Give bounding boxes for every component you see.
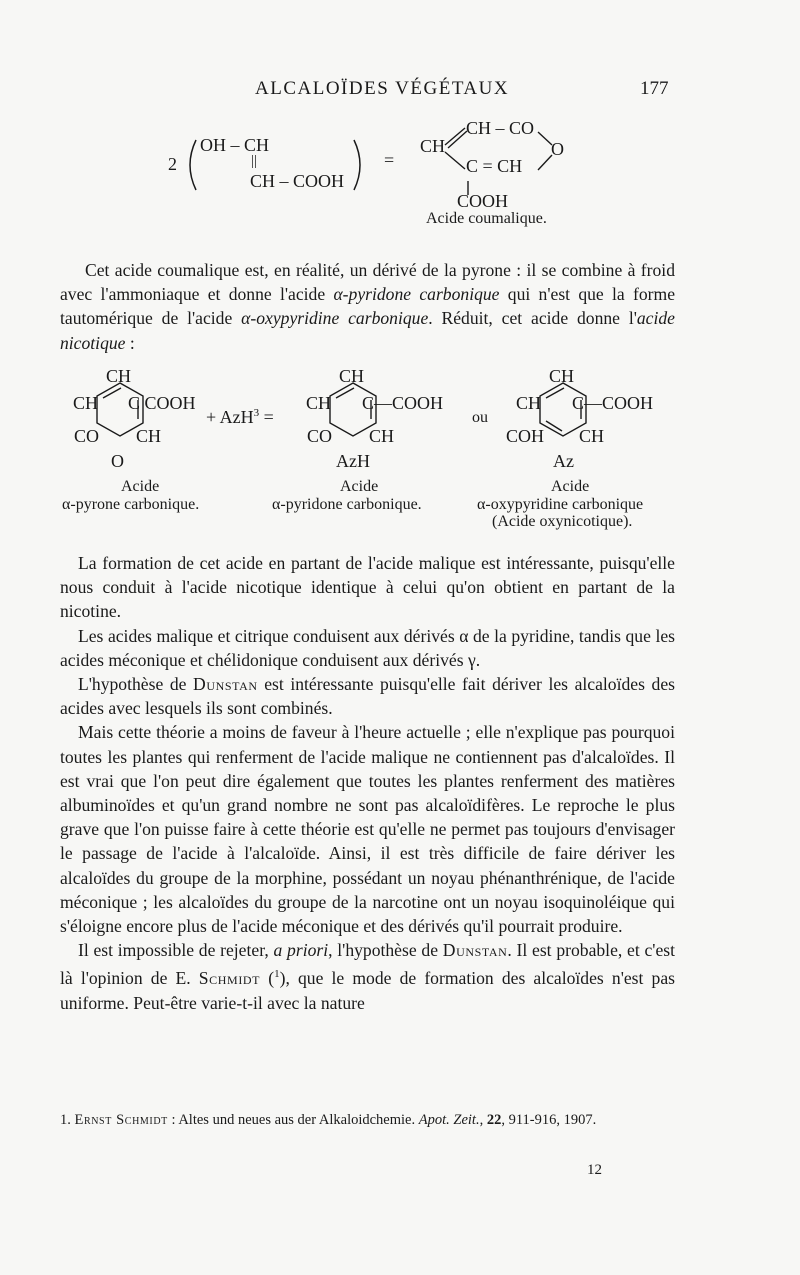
eq1-equals: = (384, 150, 395, 170)
footnote-journal: Apot. Zeit. (418, 1112, 480, 1128)
eq1-right-top: CH – CO (466, 118, 535, 138)
term-oxypyridine-carbonique: α-oxypyridine carbonique (241, 308, 429, 329)
reagent-ammonia: + AzH$^3$ = (206, 407, 274, 427)
footnote-reference: 1 (274, 968, 280, 981)
caption-2-line-2: α-pyridone carbonique. (272, 496, 422, 513)
author-name: Schmidt (198, 968, 261, 989)
connector-ou: ou (472, 409, 488, 426)
ring2-bottom: AzH (336, 451, 370, 471)
ring3-left-bottom: COH (506, 426, 545, 446)
ring2-right-bottom: CH (369, 426, 395, 446)
term-acide-nicotique: acide nicotique (60, 308, 675, 353)
ring1-bottom: O (111, 451, 124, 471)
ring3-top: CH (549, 366, 575, 386)
ring3-right-bottom: CH (579, 426, 605, 446)
eq1-left-top: OH – CH (200, 135, 270, 155)
caption-1-line-1: Acide (121, 478, 160, 495)
ring3-right-top: C—COOH (572, 393, 654, 413)
caption-1-line-2: α-pyrone carbonique. (62, 496, 200, 513)
paragraph-2: La formation de cet acide en partant de l'acide malique est intéressante, puisqu'elle nous conduit à l'acide nicotique identique à celui qu'on obtient en partant de la nicotine. (60, 553, 675, 622)
author-name: Dunstan (442, 940, 508, 961)
caption-2-line-1: Acide (340, 478, 379, 495)
eq1-left-bottom: CH – COOH (250, 171, 345, 191)
footnote-volume: 22 (486, 1112, 502, 1128)
ring1-right-top: C COOH (128, 393, 196, 413)
eq1-coefficient: 2 (168, 154, 177, 174)
eq1-right-ch: CH (420, 136, 446, 156)
eq1-left-bond: || (251, 153, 258, 169)
ring2-left-bottom: CO (307, 426, 333, 446)
eq1-right-bottom: COOH (457, 191, 509, 211)
paragraph-5: Mais cette théorie a moins de faveur à l'heure actuelle ; elle n'explique pas pourquoi toutes les plantes qui renferment de l'acide malique ne contiennent pas d'alcaloïdes. Il est vrai que l'on peut dire également que toutes les plantes renferment des matières albuminoïdes et qu'un grand nombre ne sont pas alcaloïdifères. Le reproche le plus grave que l'on puisse faire à cette théorie est qu'elle ne permet pas toujours d'envisager le passage de l'acide à l'alcaloïde. Ainsi, il est très difficile de faire dériver les alcaloïdes du groupe de la morphine, possédant un noyau phénanthrénique, de l'acide méconique ; les alcaloïdes du groupe de la narcotine ont un noyau isoquinoléique qui s'éloigne encore plus de l'acide méconique et des dérivés qu'il pourrait produire. (60, 722, 675, 937)
footnote-author: Ernst Schmidt (74, 1112, 168, 1128)
ring1-left-top: CH (73, 393, 99, 413)
running-head: ALCALOÏDES VÉGÉTAUX (255, 78, 510, 99)
paragraph-4: L'hypothèse de Dunstan est intéressante puisqu'elle fait dériver les alcaloïdes des acides avec lesquels ils sont combinés. (60, 674, 675, 719)
ring1-right-bottom: CH (136, 426, 162, 446)
footnote: 1. Ernst Schmidt : Altes und neues aus der Alkaloidchemie. Apot. Zeit., 22, 911-916, 1907. (60, 1112, 597, 1128)
ring1-top: CH (106, 366, 132, 386)
author-name: Dunstan (193, 674, 258, 695)
caption-3-line-2: α-oxypyridine carbonique (477, 496, 644, 513)
eq1-caption: Acide coumalique. (426, 210, 547, 227)
caption-3-line-1: Acide (551, 478, 590, 495)
eq1-right-mid: C = CH (466, 156, 523, 176)
eq1-right-o: O (551, 139, 564, 159)
ring1-left-bottom: CO (74, 426, 100, 446)
caption-3-line-3: (Acide oxynicotique). (492, 513, 633, 530)
signature-mark: 12 (587, 1162, 602, 1178)
ring2-left-top: CH (306, 393, 332, 413)
ring2-right-top: C—COOH (362, 393, 444, 413)
paragraph-3: Les acides malique et citrique conduisent aux dérivés α de la pyridine, tandis que les acides méconique et chélidonique conduisent aux dérivés γ. (60, 625, 675, 670)
page-number: 177 (640, 78, 669, 99)
text-block-2 (60, 551, 675, 1015)
term-pyridone-carbonique: α-pyridone carbonique (333, 284, 500, 305)
ring3-left-top: CH (516, 393, 542, 413)
paragraph-1: Cet acide coumalique est, en réalité, un dérivé de la pyrone : il se combine à froid avec l'ammoniaque et donne l'acide α-pyridone carbonique qui n'est que la forme tautomérique de l'acide α-oxypyridine carbonique. Réduit, cet acide donne l'acide nicotique : (60, 260, 676, 353)
paragraph-6: Il est impossible de rejeter, a priori, l'hypothèse de Dunstan. Il est probable, et c'est là l'opinion de E. Schmidt ($^1$), que le mode de formation des alcaloïdes n'est pas uniforme. Peut-être varie-t-il avec la nature (60, 940, 675, 1013)
ring3-bottom: Az (553, 451, 574, 471)
ring2-top: CH (339, 366, 365, 386)
